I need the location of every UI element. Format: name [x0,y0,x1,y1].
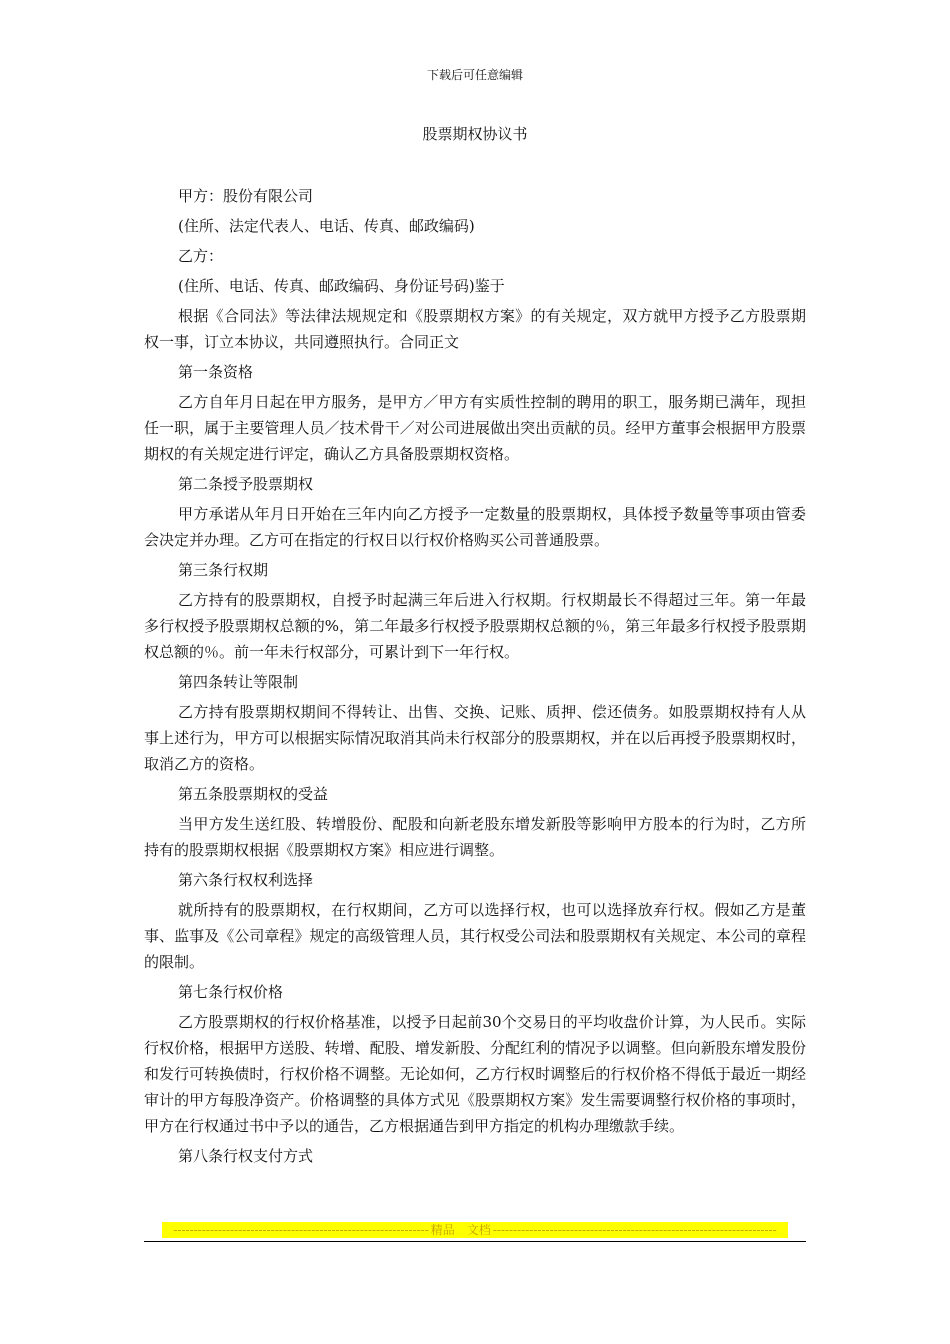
article-5-text: 当甲方发生送红股、转增股份、配股和向新老股东增发新股等影响甲方股本的行为时，乙方所持有的股票期权根据《股票期权方案》相应进行调整。 [144,815,806,859]
document-body [144,183,806,1173]
paragraph-party-b: 乙方： [178,247,224,265]
article-3-text: 乙方持有的股票期权，自授予时起满三年后进入行权期。行权期最长不得超过三年。第一年最多行权授予股票期权总额的%，第二年最多行权授予股票期权总额的％，第三年最多行权授予股票期权总额的％。前一年未行权部分，可累计到下一年行权。 [144,591,806,661]
article-5-heading: 第五条股票期权的受益 [178,785,329,803]
footer-label: 精品 文档 [430,1223,491,1237]
footer-right-dashes: ---------------------------------------------------------------------- [492,1223,777,1237]
article-6-text: 就所持有的股票期权，在行权期间，乙方可以选择行权，也可以选择放弃行权。假如乙方是董事、监事及《公司章程》规定的高级管理人员，其行权受公司法和股票期权有关规定、本公司的章程的限制。 [144,901,806,971]
article-4-heading: 第四条转让等限制 [178,673,299,691]
article-8-heading: 第八条行权支付方式 [178,1147,314,1165]
document-title: 股票期权协议书 [422,125,528,143]
page-header: 下载后可任意编辑 [426,68,523,82]
footer-rule [144,1241,806,1242]
article-4-text: 乙方持有股票期权期间不得转让、出售、交换、记账、质押、偿还债务。如股票期权持有人从事上述行为，甲方可以根据实际情况取消其尚未行权部分的股票期权，并在以后再授予股票期权时，取消乙方的资格。 [144,703,806,773]
article-2-text: 甲方承诺从年月日开始在三年内向乙方授予一定数量的股票期权，具体授予数量等事项由管委会决定并办理。乙方可在指定的行权日以行权价格购买公司普通股票。 [144,505,806,549]
paragraph-party-b-details: (住所、电话、传真、邮政编码、身份证号码)鉴于 [178,277,505,295]
article-3-heading: 第三条行权期 [178,561,269,579]
article-7-text: 乙方股票期权的行权价格基准，以授予日起前30个交易日的平均收盘价计算，为人民币。实际行权价格，根据甲方送股、转增、配股、增发新股、分配红利的情况予以调整。但向新股东增发股份和发行可转换债时，行权价格不调整。无论如何，乙方行权时调整后的行权价格不得低于最近一期经审计的甲方每股净资产。价格调整的具体方式见《股票期权方案》发生需要调整行权价格的事项时，甲方在行权通过书中予以的通告，乙方根据通告到甲方指定的机构办理缴款手续。 [144,1013,806,1135]
article-1-text: 乙方自年月日起在甲方服务，是甲方／甲方有实质性控制的聘用的职工，服务期已满年，现担任一职，属于主要管理人员／技术骨干／对公司进展做出突出贡献的员。经甲方董事会根据甲方股票期权的有关规定进行评定，确认乙方具备股票期权资格。 [144,393,806,463]
article-6-heading: 第六条行权权利选择 [178,871,314,889]
paragraph-party-a-details: (住所、法定代表人、电话、传真、邮政编码) [178,217,475,235]
article-2-heading: 第二条授予股票期权 [178,475,314,493]
footer-banner [162,1222,788,1238]
paragraph-party-a: 甲方：股份有限公司 [178,187,314,205]
article-7-heading: 第七条行权价格 [178,983,284,1001]
paragraph-preamble: 根据《合同法》等法律法规规定和《股票期权方案》的有关规定，双方就甲方授予乙方股票期权一事，订立本协议，共同遵照执行。合同正文 [144,307,806,351]
article-1-heading: 第一条资格 [178,363,254,381]
footer-left-dashes: --------------------------------------------------------------- [173,1223,429,1237]
